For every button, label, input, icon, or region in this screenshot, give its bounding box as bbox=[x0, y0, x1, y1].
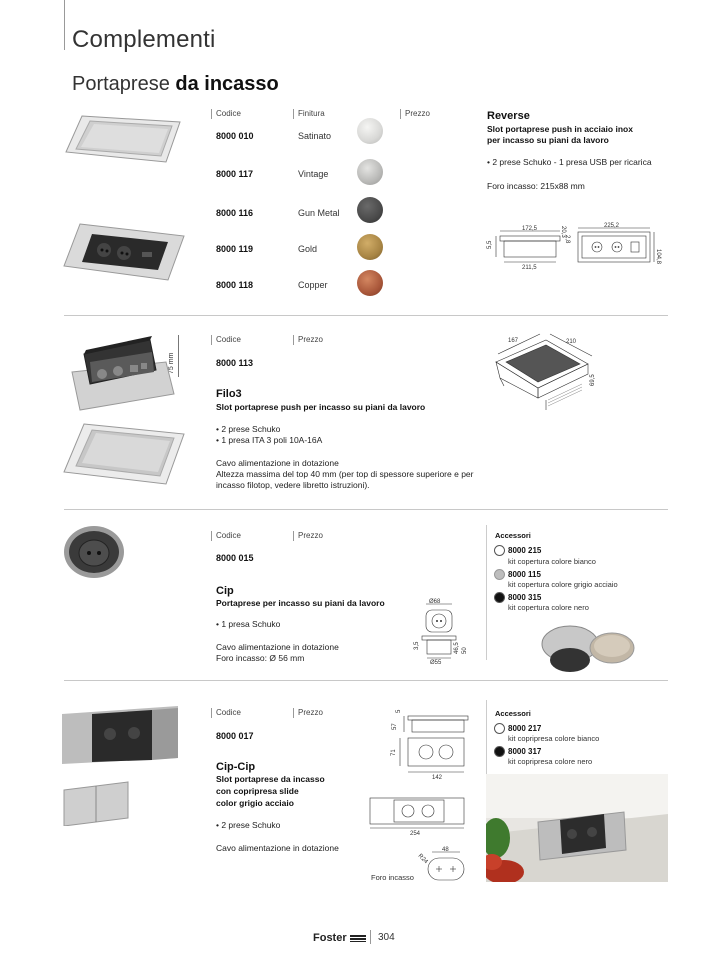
cipcip-hole-label: Foro incasso bbox=[371, 873, 414, 882]
filo3-open-photo bbox=[62, 332, 176, 412]
brand-stripes-icon bbox=[350, 935, 366, 942]
cipcip-dim-f: 48 bbox=[442, 847, 449, 853]
swatch-copper bbox=[357, 270, 383, 296]
filo3-title: Filo3 bbox=[216, 388, 242, 400]
reverse-finish-3: Gold bbox=[298, 244, 318, 254]
cipcip-col-price: Prezzo bbox=[293, 708, 323, 718]
cipcip-note-1: Cavo alimentazione in dotazione bbox=[216, 843, 339, 853]
reverse-col-price: Prezzo bbox=[400, 109, 430, 119]
reverse-col-code: Codice bbox=[211, 109, 241, 119]
cipcip-desc-2: con copripresa slide bbox=[216, 786, 299, 796]
reverse-title: Reverse bbox=[487, 110, 530, 122]
cipcip-acc-code-0: 8000 217 bbox=[508, 724, 542, 733]
brand-logo bbox=[313, 932, 366, 944]
cip-acc-desc-1: kit copertura colore grigio acciaio bbox=[508, 580, 618, 589]
cip-acc-dot-1 bbox=[494, 569, 505, 580]
reverse-open-photo bbox=[62, 218, 186, 284]
cip-acc-dot-2 bbox=[494, 592, 505, 603]
cipcip-desc-1: Slot portaprese da incasso bbox=[216, 774, 325, 784]
reverse-dim-d5: 20,3 bbox=[560, 226, 566, 238]
cip-note-1: Cavo alimentazione in dotazione bbox=[216, 642, 339, 652]
reverse-dim-d2: 211,5 bbox=[522, 265, 537, 271]
reverse-dim-d7: 5,5 bbox=[487, 240, 493, 249]
cip-dim-c: 3,5 bbox=[414, 641, 420, 650]
reverse-code-3: 8000 119 bbox=[216, 244, 254, 254]
separator-2 bbox=[64, 509, 668, 510]
reverse-dim-d4: 104,8 bbox=[655, 249, 661, 265]
cipcip-col-code: Codice bbox=[211, 708, 241, 718]
cip-dim-d: 46,5 bbox=[454, 642, 460, 654]
section-title-normal: Portaprese bbox=[72, 73, 176, 95]
reverse-technical-drawing bbox=[486, 222, 672, 274]
cip-acc-code-2: 8000 315 bbox=[508, 593, 542, 602]
filo3-height-marker bbox=[178, 335, 179, 377]
reverse-code-2: 8000 116 bbox=[216, 208, 254, 218]
cipcip-dim-e: 254 bbox=[410, 831, 421, 836]
filo3-note-2: Altezza massima del top 40 mm (per top di spessore superiore e per bbox=[216, 469, 474, 479]
cip-col-price: Prezzo bbox=[293, 531, 323, 541]
cipcip-acc-title: Accessori bbox=[495, 709, 531, 718]
cip-bullet-1: • 1 presa Schuko bbox=[216, 619, 281, 629]
swatch-vintage bbox=[357, 159, 383, 185]
cip-dim-e: 50 bbox=[462, 647, 468, 654]
cip-acc-code-1: 8000 115 bbox=[508, 570, 541, 579]
brand-name: Foster bbox=[313, 932, 347, 944]
cip-acc-desc-0: kit copertura colore bianco bbox=[508, 557, 596, 566]
cipcip-kitchen-photo bbox=[486, 774, 668, 882]
filo3-dim-a: 167 bbox=[508, 338, 519, 344]
swatch-gold bbox=[357, 234, 383, 260]
reverse-finish-1: Vintage bbox=[298, 169, 329, 179]
reverse-dim-d3: 225,2 bbox=[604, 223, 620, 229]
cip-acc-code-0: 8000 215 bbox=[508, 546, 542, 555]
filo3-col-code: Codice bbox=[211, 335, 241, 345]
filo3-technical-drawing bbox=[486, 326, 606, 416]
filo3-note-3: incasso filotop, vedere libretto istruzioni). bbox=[216, 480, 370, 490]
cipcip-bullet-1: • 2 prese Schuko bbox=[216, 820, 281, 830]
cipcip-dim-g: R24 bbox=[416, 853, 429, 866]
cip-code: 8000 015 bbox=[216, 553, 254, 563]
cip-desc: Portaprese per incasso su piani da lavoro bbox=[216, 598, 385, 608]
page-number: 304 bbox=[378, 932, 395, 943]
cipcip-acc-desc-1: kit copripresa colore nero bbox=[508, 757, 593, 766]
cipcip-desc-3: color grigio acciaio bbox=[216, 798, 294, 808]
reverse-bullet-1: • 2 prese Schuko - 1 presa USB per ricarica bbox=[487, 157, 652, 167]
cip-dim-a: Ø68 bbox=[429, 599, 441, 605]
separator-3 bbox=[64, 680, 668, 681]
cipcip-title: Cip-Cip bbox=[216, 761, 256, 773]
filo3-dim-c: 69,5 bbox=[590, 374, 596, 386]
cipcip-acc-code-1: 8000 317 bbox=[508, 747, 542, 756]
cip-note-2: Foro incasso: Ø 56 mm bbox=[216, 653, 305, 663]
cipcip-side-drawing bbox=[386, 704, 476, 780]
cipcip-code: 8000 017 bbox=[216, 731, 254, 741]
filo3-bullet-2: • 1 presa ITA 3 poli 10A-16A bbox=[216, 435, 323, 445]
section-title-bold: da incasso bbox=[175, 73, 279, 95]
reverse-desc-2: per incasso su piani da lavoro bbox=[487, 135, 609, 145]
cipcip-acc-desc-0: kit copripresa colore bianco bbox=[508, 734, 600, 743]
filo3-closed-photo bbox=[62, 420, 186, 488]
filo3-dim-b: 210 bbox=[566, 339, 577, 345]
cipcip-acc-dot-0 bbox=[494, 723, 505, 734]
filo3-bullet-1: • 2 prese Schuko bbox=[216, 424, 281, 434]
cip-acc-desc-2: kit copertura colore nero bbox=[508, 603, 589, 612]
filo3-note-1: Cavo alimentazione in dotazione bbox=[216, 458, 339, 468]
cip-photo bbox=[62, 524, 126, 580]
reverse-col-finish: Finitura bbox=[293, 109, 325, 119]
filo3-col-price: Prezzo bbox=[293, 335, 323, 345]
reverse-dim-d6: 2,8 bbox=[564, 235, 570, 244]
reverse-code-1: 8000 117 bbox=[216, 169, 254, 179]
reverse-closed-photo bbox=[62, 112, 186, 164]
reverse-finish-2: Gun Metal bbox=[298, 208, 340, 218]
swatch-satinato bbox=[357, 118, 383, 144]
reverse-code-4: 8000 118 bbox=[216, 280, 254, 290]
cipcip-closed-photo bbox=[62, 780, 130, 826]
separator-1 bbox=[64, 315, 668, 316]
cipcip-dim-d: 142 bbox=[432, 775, 443, 780]
cipcip-acc-dot-1 bbox=[494, 746, 505, 757]
cip-dim-b: Ø55 bbox=[430, 660, 442, 666]
swatch-gun-metal bbox=[357, 197, 383, 223]
filo3-code: 8000 113 bbox=[216, 358, 254, 368]
cip-acc-divider bbox=[486, 525, 487, 660]
cipcip-dim-c: 71 bbox=[391, 749, 397, 756]
cipcip-dim-b: 57 bbox=[392, 723, 398, 730]
cip-acc-title: Accessori bbox=[495, 531, 531, 540]
cip-acc-dot-0 bbox=[494, 545, 505, 556]
filo3-desc: Slot portaprese push per incasso su piani da lavoro bbox=[216, 402, 426, 412]
cipcip-hole-drawing bbox=[414, 844, 474, 886]
cip-col-code: Codice bbox=[211, 531, 241, 541]
page-title: Complementi bbox=[72, 26, 216, 53]
header-rule bbox=[64, 0, 65, 50]
reverse-code-0: 8000 010 bbox=[216, 131, 254, 141]
section-title bbox=[72, 73, 279, 96]
reverse-desc-1: Slot portaprese push in acciaio inox bbox=[487, 124, 633, 134]
cip-technical-drawing bbox=[406, 594, 476, 666]
cip-title: Cip bbox=[216, 585, 234, 597]
cipcip-top-drawing bbox=[366, 794, 470, 836]
reverse-dim-d1: 172,5 bbox=[522, 226, 538, 232]
cip-accessories-photo bbox=[536, 620, 636, 676]
reverse-hole: Foro incasso: 215x88 mm bbox=[487, 181, 585, 191]
reverse-finish-4: Copper bbox=[298, 280, 328, 290]
filo3-height-label: 75 mm bbox=[168, 352, 175, 374]
footer-divider bbox=[370, 930, 371, 944]
cipcip-open-photo bbox=[62, 706, 178, 764]
reverse-finish-0: Satinato bbox=[298, 131, 332, 141]
cipcip-dim-a: 5 bbox=[396, 709, 402, 713]
